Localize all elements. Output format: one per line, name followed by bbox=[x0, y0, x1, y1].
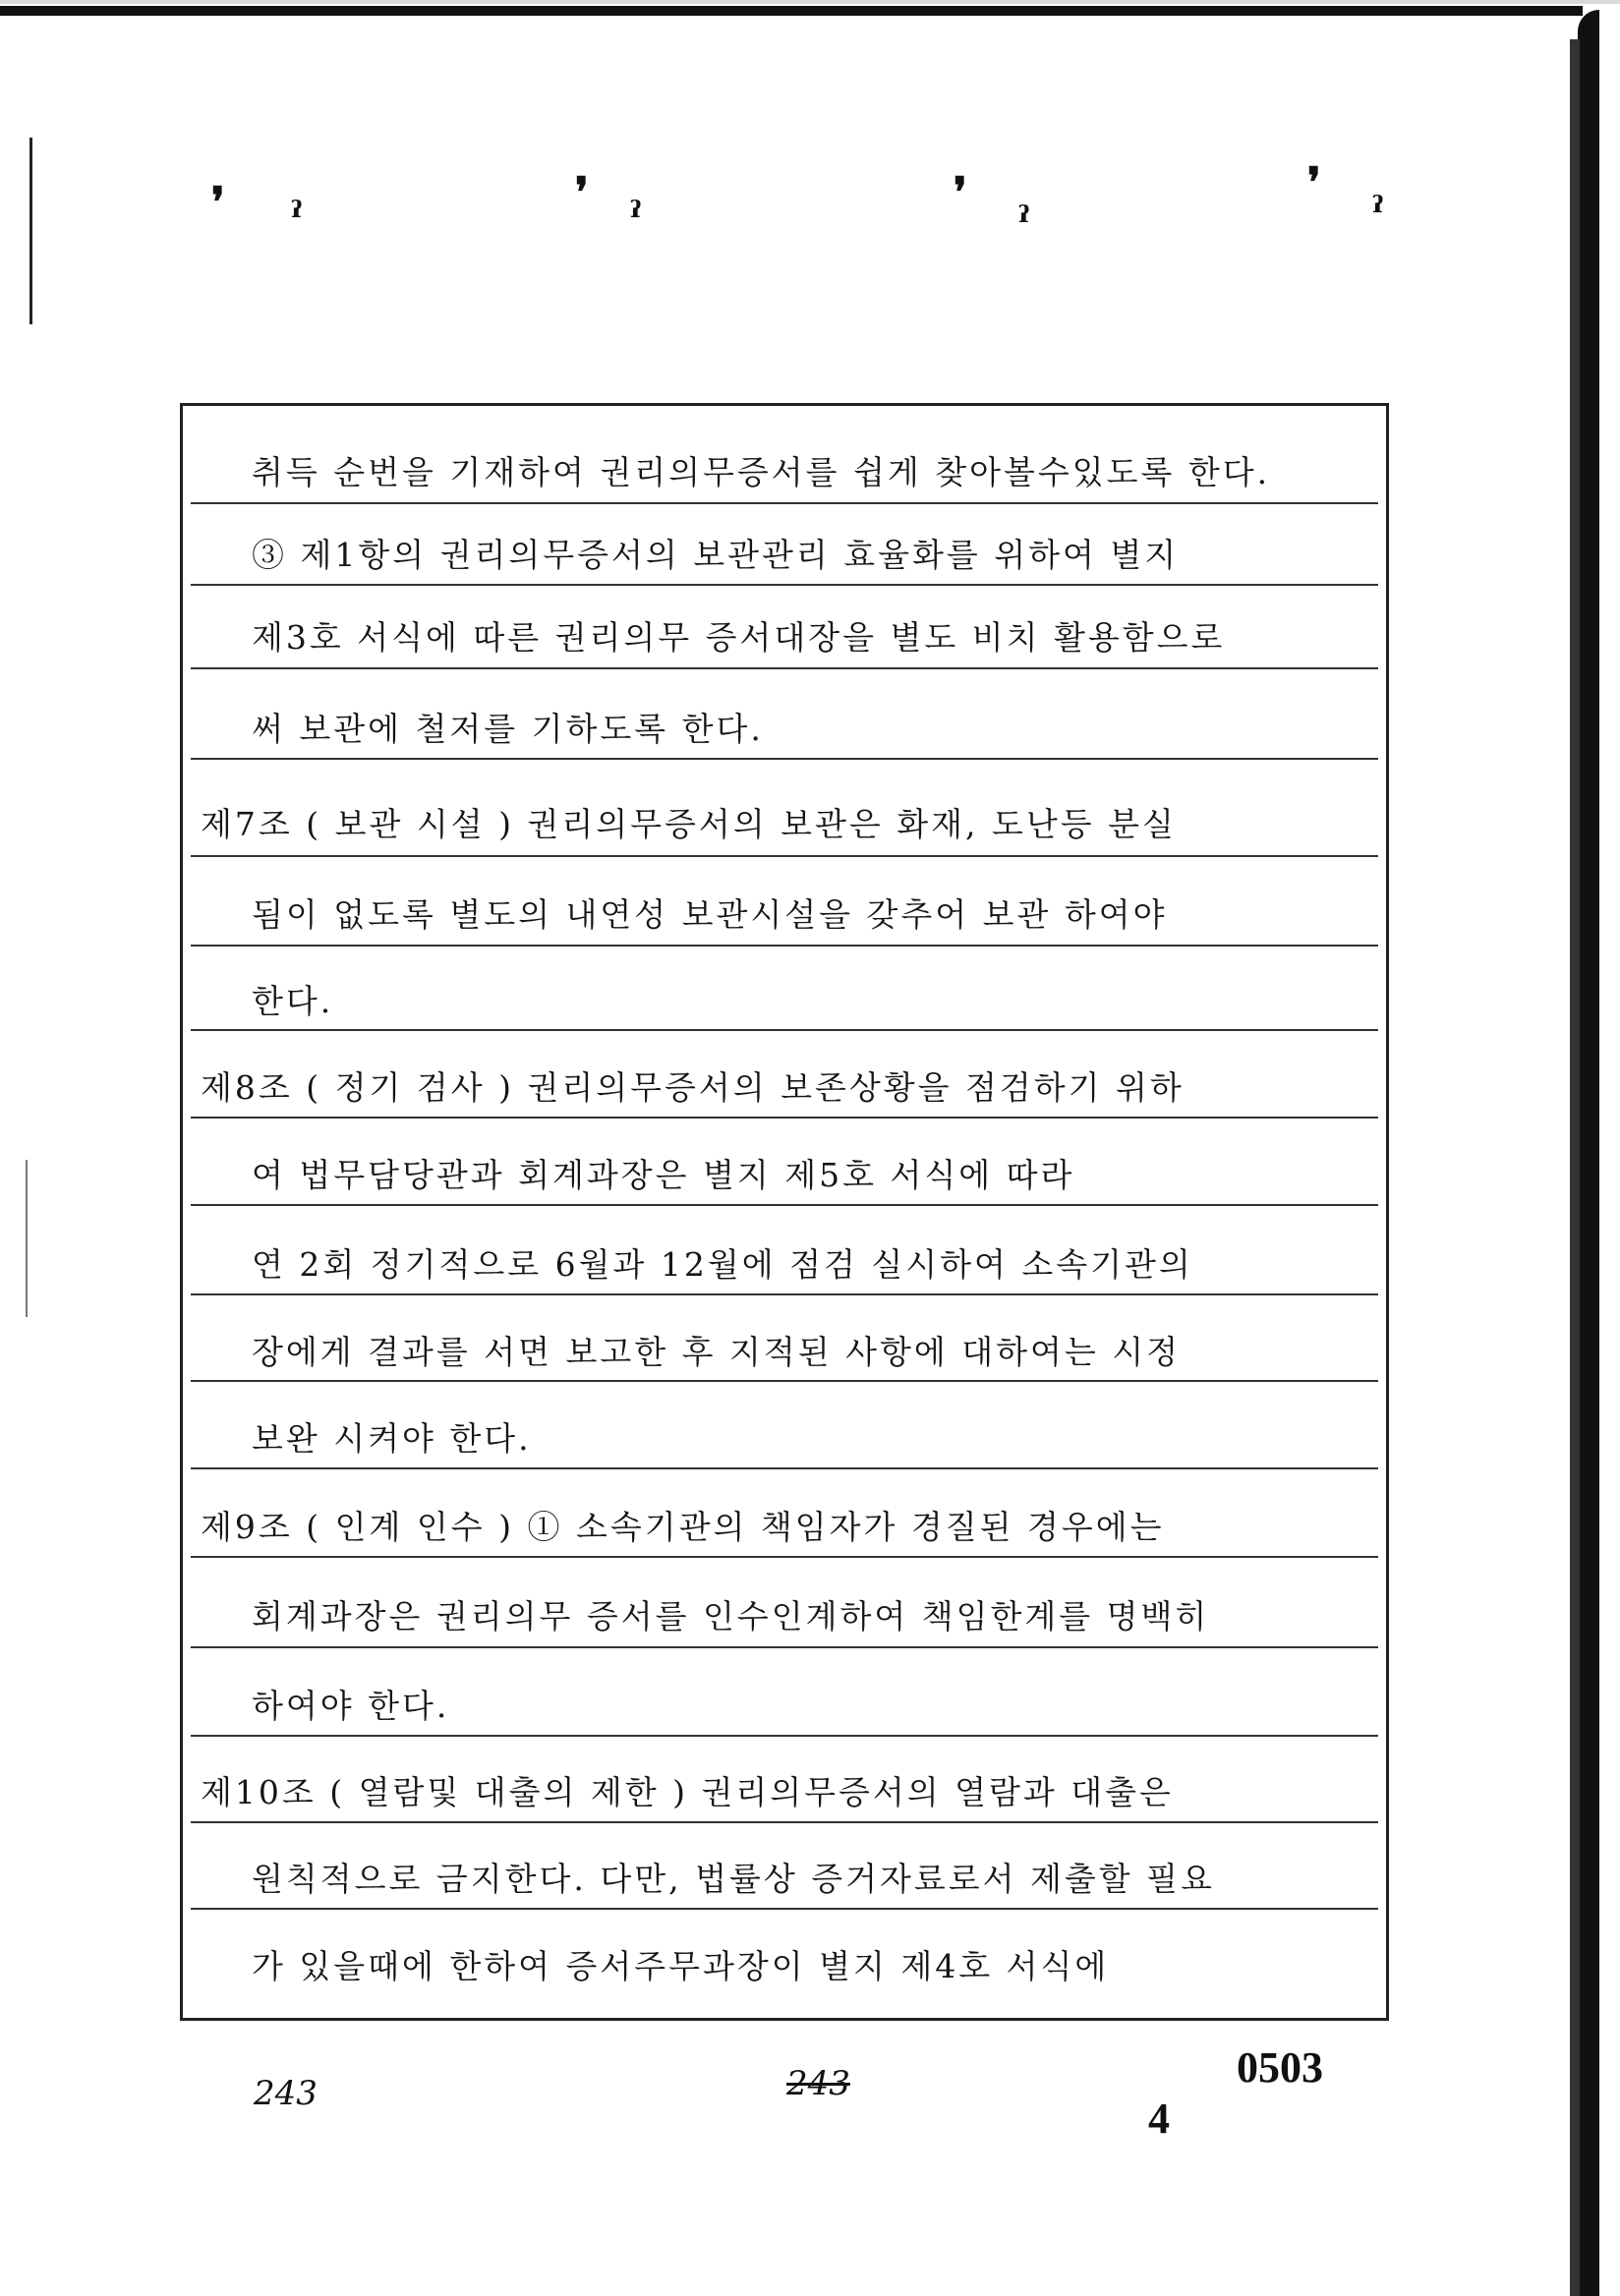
hole-mark: ❜ bbox=[575, 168, 589, 216]
text-line-6: 됨이 없도록 별도의 내연성 보관시설을 갖추어 보관 하여야 bbox=[252, 895, 1168, 934]
text-line-7: 한다. bbox=[252, 982, 334, 1020]
binding-hole-marks bbox=[197, 158, 1425, 251]
text-line-9: 여 법무담당관과 회계과장은 별지 제5호 서식에 따라 bbox=[252, 1156, 1075, 1194]
text-line-15: 하여야 한다. bbox=[252, 1687, 450, 1725]
text-line-4: 써 보관에 철저를 기하도록 한다. bbox=[252, 710, 764, 748]
text-line-18: 가 있을때에 한하여 증서주무과장이 별지 제4호 서식에 bbox=[252, 1947, 1110, 1985]
hole-mark: ❜ bbox=[1307, 158, 1321, 206]
hole-mark: ˀ bbox=[1017, 198, 1031, 246]
hole-mark: ❜ bbox=[211, 178, 225, 226]
handwritten-page-number-center: 243 bbox=[786, 2064, 850, 2103]
text-line-2: ③ 제1항의 권리의무증서의 보관관리 효율화를 위하여 별지 bbox=[252, 536, 1180, 574]
text-line-14: 회계과장은 권리의무 증서를 인수인계하여 책임한계를 명백히 bbox=[252, 1597, 1210, 1636]
article-9-heading-line: 제9조 ( 인계 인수 ) ① 소속기관의 책임자가 경질된 경우에는 bbox=[201, 1508, 1165, 1546]
text-line-17: 원칙적으로 금지한다. 다만, 법률상 증거자료로서 제출할 필요 bbox=[252, 1860, 1215, 1898]
text-line-12: 보완 시켜야 한다. bbox=[252, 1419, 532, 1458]
ruled-handwritten-sheet bbox=[180, 403, 1389, 2021]
page-number: 4 bbox=[1148, 2095, 1170, 2143]
text-line-1: 취득 순번을 기재하여 권리의무증서를 쉽게 찾아볼수있도록 한다. bbox=[252, 453, 1271, 491]
article-10-heading-line: 제10조 ( 열람및 대출의 제한 ) 권리의무증서의 열람과 대출은 bbox=[201, 1773, 1174, 1811]
text-line-10: 연 2회 정기적으로 6월과 12월에 점검 실시하여 소속기관의 bbox=[252, 1245, 1193, 1284]
article-7-heading-line: 제7조 ( 보관 시설 ) 권리의무증서의 보관은 화재, 도난등 분실 bbox=[201, 805, 1177, 843]
hole-mark: ˀ bbox=[1371, 188, 1385, 236]
scan-left-mark bbox=[29, 138, 32, 324]
scan-edge-right-inner bbox=[1570, 39, 1580, 2296]
hole-mark: ˀ bbox=[290, 193, 304, 241]
document-stamp-number: 0503 bbox=[1237, 2043, 1323, 2092]
handwritten-page-number-left: 243 bbox=[254, 2074, 318, 2113]
hole-mark: ˀ bbox=[629, 193, 643, 241]
scan-left-mark-lower bbox=[26, 1160, 28, 1317]
scan-edge-top bbox=[0, 6, 1583, 16]
text-line-11: 장에게 결과를 서면 보고한 후 지적된 사항에 대하여는 시정 bbox=[252, 1333, 1181, 1371]
hole-mark: ❜ bbox=[954, 168, 967, 216]
text-line-3: 제3호 서식에 따른 권리의무 증서대장을 별도 비치 활용함으로 bbox=[252, 618, 1226, 657]
scan-edge-right bbox=[1578, 10, 1599, 2296]
scan-edge-top-light bbox=[0, 0, 1620, 4]
article-8-heading-line: 제8조 ( 정기 검사 ) 권리의무증서의 보존상황을 점검하기 위하 bbox=[201, 1068, 1185, 1107]
